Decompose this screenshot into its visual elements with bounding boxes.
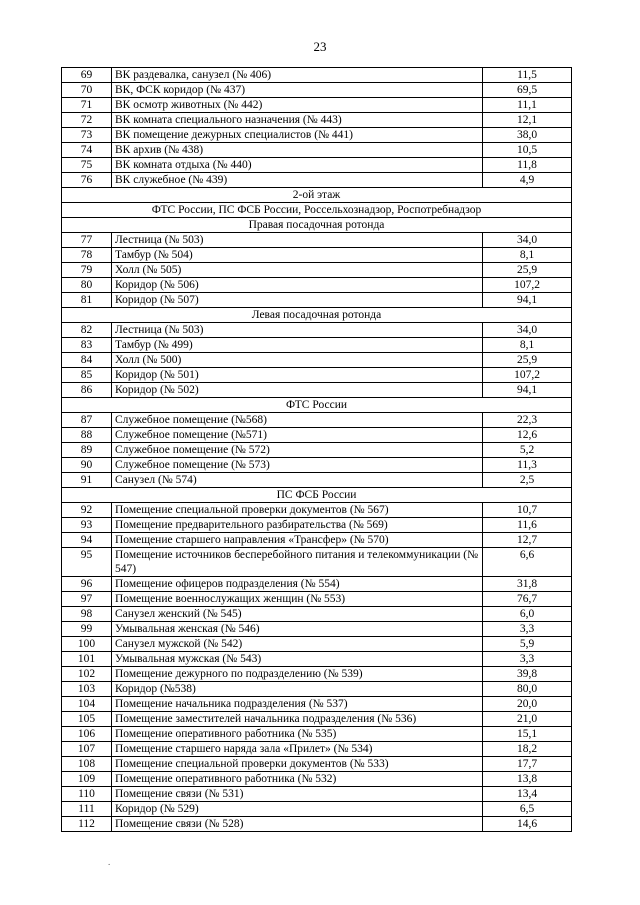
table-row bbox=[62, 742, 572, 757]
table-row bbox=[62, 233, 572, 248]
section-header-row bbox=[62, 188, 572, 203]
room-area: 6,0 bbox=[483, 607, 572, 622]
room-name: Помещение специальной проверки документов (№ 567) bbox=[112, 503, 483, 518]
table-row bbox=[62, 787, 572, 802]
table-row bbox=[62, 323, 572, 338]
room-area: 13,8 bbox=[483, 772, 572, 787]
room-area: 76,7 bbox=[483, 592, 572, 607]
row-number: 77 bbox=[62, 233, 112, 248]
room-name: Санузел женский (№ 545) bbox=[112, 607, 483, 622]
row-number: 84 bbox=[62, 353, 112, 368]
room-name: Служебное помещение (№ 573) bbox=[112, 458, 483, 473]
row-number: 92 bbox=[62, 503, 112, 518]
table-row bbox=[62, 278, 572, 293]
row-number: 110 bbox=[62, 787, 112, 802]
row-number: 80 bbox=[62, 278, 112, 293]
room-area: 11,1 bbox=[483, 98, 572, 113]
room-area: 17,7 bbox=[483, 757, 572, 772]
table-row bbox=[62, 443, 572, 458]
row-number: 104 bbox=[62, 697, 112, 712]
room-name: Умывальная женская (№ 546) bbox=[112, 622, 483, 637]
room-name: ВК, ФСК коридор (№ 437) bbox=[112, 83, 483, 98]
row-number: 90 bbox=[62, 458, 112, 473]
row-number: 101 bbox=[62, 652, 112, 667]
table-row bbox=[62, 592, 572, 607]
table-row bbox=[62, 622, 572, 637]
room-name: ВК раздевалка, санузел (№ 406) bbox=[112, 68, 483, 83]
row-number: 97 bbox=[62, 592, 112, 607]
room-area: 12,6 bbox=[483, 428, 572, 443]
room-name: Санузел (№ 574) bbox=[112, 473, 483, 488]
table-row bbox=[62, 533, 572, 548]
room-name: Помещение офицеров подразделения (№ 554) bbox=[112, 577, 483, 592]
room-area: 11,8 bbox=[483, 158, 572, 173]
room-name: Служебное помещение (№571) bbox=[112, 428, 483, 443]
row-number: 103 bbox=[62, 682, 112, 697]
room-name: ВК комната специального назначения (№ 443) bbox=[112, 113, 483, 128]
table-row bbox=[62, 98, 572, 113]
room-area: 12,7 bbox=[483, 533, 572, 548]
table-row bbox=[62, 772, 572, 787]
row-number: 88 bbox=[62, 428, 112, 443]
row-number: 86 bbox=[62, 383, 112, 398]
table-row bbox=[62, 83, 572, 98]
room-name: Помещение источников бесперебойного питания и телекоммуникации (№ 547) bbox=[112, 548, 483, 577]
room-area: 31,8 bbox=[483, 577, 572, 592]
row-number: 74 bbox=[62, 143, 112, 158]
room-name: Коридор (№ 529) bbox=[112, 802, 483, 817]
section-header-row bbox=[62, 308, 572, 323]
room-name: Помещение оперативного работника (№ 532) bbox=[112, 772, 483, 787]
room-name: ВК помещение дежурных специалистов (№ 441) bbox=[112, 128, 483, 143]
room-area: 94,1 bbox=[483, 293, 572, 308]
room-area: 39,8 bbox=[483, 667, 572, 682]
table-row bbox=[62, 697, 572, 712]
row-number: 76 bbox=[62, 173, 112, 188]
room-name: Тамбур (№ 499) bbox=[112, 338, 483, 353]
margin-mark: . bbox=[108, 857, 111, 867]
row-number: 109 bbox=[62, 772, 112, 787]
row-number: 70 bbox=[62, 83, 112, 98]
room-area: 80,0 bbox=[483, 682, 572, 697]
room-area: 8,1 bbox=[483, 248, 572, 263]
room-name: Лестница (№ 503) bbox=[112, 233, 483, 248]
table-row bbox=[62, 458, 572, 473]
row-number: 91 bbox=[62, 473, 112, 488]
room-area: 11,3 bbox=[483, 458, 572, 473]
room-area: 6,6 bbox=[483, 548, 572, 577]
room-area: 10,7 bbox=[483, 503, 572, 518]
room-name: Лестница (№ 503) bbox=[112, 323, 483, 338]
room-name: ВК комната отдыха (№ 440) bbox=[112, 158, 483, 173]
room-area: 11,6 bbox=[483, 518, 572, 533]
room-area: 4,9 bbox=[483, 173, 572, 188]
room-name: Умывальная мужская (№ 543) bbox=[112, 652, 483, 667]
room-area: 2,5 bbox=[483, 473, 572, 488]
room-name: Помещение оперативного работника (№ 535) bbox=[112, 727, 483, 742]
room-area: 25,9 bbox=[483, 353, 572, 368]
row-number: 96 bbox=[62, 577, 112, 592]
premises-table bbox=[61, 67, 572, 832]
table-row bbox=[62, 802, 572, 817]
room-area: 5,9 bbox=[483, 637, 572, 652]
room-name: ВК осмотр животных (№ 442) bbox=[112, 98, 483, 113]
row-number: 89 bbox=[62, 443, 112, 458]
room-area: 22,3 bbox=[483, 413, 572, 428]
room-area: 10,5 bbox=[483, 143, 572, 158]
table-row bbox=[62, 712, 572, 727]
row-number: 72 bbox=[62, 113, 112, 128]
row-number: 95 bbox=[62, 548, 112, 577]
room-area: 12,1 bbox=[483, 113, 572, 128]
row-number: 105 bbox=[62, 712, 112, 727]
table-row bbox=[62, 817, 572, 832]
table-row bbox=[62, 637, 572, 652]
row-number: 73 bbox=[62, 128, 112, 143]
room-area: 15,1 bbox=[483, 727, 572, 742]
room-name: Коридор (№538) bbox=[112, 682, 483, 697]
table-row bbox=[62, 667, 572, 682]
room-name: ВК служебное (№ 439) bbox=[112, 173, 483, 188]
table-row bbox=[62, 113, 572, 128]
table-row bbox=[62, 503, 572, 518]
row-number: 99 bbox=[62, 622, 112, 637]
row-number: 78 bbox=[62, 248, 112, 263]
row-number: 112 bbox=[62, 817, 112, 832]
room-area: 107,2 bbox=[483, 368, 572, 383]
room-name: Помещение старшего направления «Трансфер» (№ 570) bbox=[112, 533, 483, 548]
section-header-row bbox=[62, 218, 572, 233]
room-area: 18,2 bbox=[483, 742, 572, 757]
room-name: Санузел мужской (№ 542) bbox=[112, 637, 483, 652]
table-row bbox=[62, 413, 572, 428]
table-row bbox=[62, 727, 572, 742]
table-row bbox=[62, 128, 572, 143]
table-row bbox=[62, 338, 572, 353]
table-row bbox=[62, 577, 572, 592]
section-title: Левая посадочная ротонда bbox=[62, 308, 572, 323]
section-title: ПС ФСБ России bbox=[62, 488, 572, 503]
room-area: 20,0 bbox=[483, 697, 572, 712]
section-title: Правая посадочная ротонда bbox=[62, 218, 572, 233]
room-area: 8,1 bbox=[483, 338, 572, 353]
room-area: 11,5 bbox=[483, 68, 572, 83]
room-name: Служебное помещение (№568) bbox=[112, 413, 483, 428]
page-number: 23 bbox=[313, 39, 327, 54]
table-row bbox=[62, 248, 572, 263]
room-area: 34,0 bbox=[483, 323, 572, 338]
room-name: Помещение начальника подразделения (№ 537) bbox=[112, 697, 483, 712]
room-name: Коридор (№ 507) bbox=[112, 293, 483, 308]
room-name: ВК архив (№ 438) bbox=[112, 143, 483, 158]
section-title: ФТС России, ПС ФСБ России, Россельхознадзор, Роспотребнадзор bbox=[62, 203, 572, 218]
table-row bbox=[62, 68, 572, 83]
row-number: 79 bbox=[62, 263, 112, 278]
table-row bbox=[62, 383, 572, 398]
row-number: 102 bbox=[62, 667, 112, 682]
section-header-row bbox=[62, 398, 572, 413]
room-name: Помещение старшего наряда зала «Прилет» (№ 534) bbox=[112, 742, 483, 757]
room-name: Холл (№ 505) bbox=[112, 263, 483, 278]
room-area: 34,0 bbox=[483, 233, 572, 248]
table-row bbox=[62, 143, 572, 158]
table-row bbox=[62, 158, 572, 173]
room-area: 13,4 bbox=[483, 787, 572, 802]
room-area: 3,3 bbox=[483, 652, 572, 667]
room-area: 94,1 bbox=[483, 383, 572, 398]
row-number: 100 bbox=[62, 637, 112, 652]
row-number: 111 bbox=[62, 802, 112, 817]
table-row bbox=[62, 173, 572, 188]
room-area: 21,0 bbox=[483, 712, 572, 727]
row-number: 93 bbox=[62, 518, 112, 533]
room-name: Коридор (№ 506) bbox=[112, 278, 483, 293]
table-row bbox=[62, 682, 572, 697]
row-number: 83 bbox=[62, 338, 112, 353]
table-row bbox=[62, 353, 572, 368]
table-row bbox=[62, 548, 572, 577]
table-row bbox=[62, 263, 572, 278]
premises-table-body bbox=[62, 68, 572, 832]
table-row bbox=[62, 607, 572, 622]
room-area: 5,2 bbox=[483, 443, 572, 458]
row-number: 94 bbox=[62, 533, 112, 548]
room-area: 14,6 bbox=[483, 817, 572, 832]
row-number: 107 bbox=[62, 742, 112, 757]
room-name: Помещение дежурного по подразделению (№ 539) bbox=[112, 667, 483, 682]
room-name: Тамбур (№ 504) bbox=[112, 248, 483, 263]
section-header-row bbox=[62, 488, 572, 503]
room-name: Помещение предварительного разбирательства (№ 569) bbox=[112, 518, 483, 533]
row-number: 81 bbox=[62, 293, 112, 308]
room-name: Холл (№ 500) bbox=[112, 353, 483, 368]
row-number: 87 bbox=[62, 413, 112, 428]
row-number: 98 bbox=[62, 607, 112, 622]
row-number: 82 bbox=[62, 323, 112, 338]
room-area: 69,5 bbox=[483, 83, 572, 98]
room-area: 3,3 bbox=[483, 622, 572, 637]
room-name: Коридор (№ 501) bbox=[112, 368, 483, 383]
row-number: 69 bbox=[62, 68, 112, 83]
room-name: Служебное помещение (№ 572) bbox=[112, 443, 483, 458]
table-row bbox=[62, 652, 572, 667]
row-number: 108 bbox=[62, 757, 112, 772]
row-number: 106 bbox=[62, 727, 112, 742]
room-name: Коридор (№ 502) bbox=[112, 383, 483, 398]
room-name: Помещение связи (№ 531) bbox=[112, 787, 483, 802]
room-name: Помещение связи (№ 528) bbox=[112, 817, 483, 832]
table-row bbox=[62, 518, 572, 533]
room-area: 6,5 bbox=[483, 802, 572, 817]
section-title: ФТС России bbox=[62, 398, 572, 413]
room-area: 107,2 bbox=[483, 278, 572, 293]
row-number: 85 bbox=[62, 368, 112, 383]
section-header-row bbox=[62, 203, 572, 218]
table-row bbox=[62, 293, 572, 308]
room-name: Помещение военнослужащих женщин (№ 553) bbox=[112, 592, 483, 607]
room-area: 25,9 bbox=[483, 263, 572, 278]
table-row bbox=[62, 757, 572, 772]
table-row bbox=[62, 428, 572, 443]
room-name: Помещение заместителей начальника подразделения (№ 536) bbox=[112, 712, 483, 727]
room-name: Помещение специальной проверки документов (№ 533) bbox=[112, 757, 483, 772]
section-title: 2-ой этаж bbox=[62, 188, 572, 203]
row-number: 75 bbox=[62, 158, 112, 173]
room-area: 38,0 bbox=[483, 128, 572, 143]
row-number: 71 bbox=[62, 98, 112, 113]
table-row bbox=[62, 368, 572, 383]
table-row bbox=[62, 473, 572, 488]
